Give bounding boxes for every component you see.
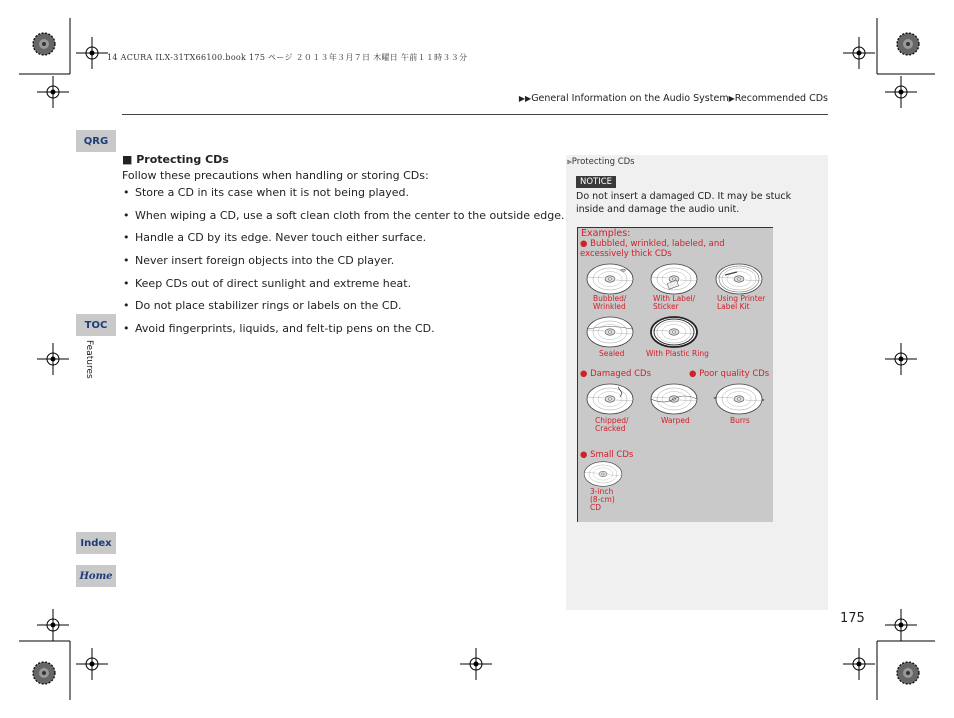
caption-small: 3-inch (8-cm) CD [590, 487, 615, 513]
list-item [122, 208, 565, 223]
caption-burrs: Burrs [730, 416, 750, 425]
cd-warped-icon [651, 384, 697, 414]
notice-text: Do not insert a damaged CD. It may be stuck inside and damage the audio unit. [576, 191, 792, 215]
list-item-text: Avoid fingerprints, liquids, and felt-tip pens on the CD. [135, 322, 435, 336]
print-header: 14 ACURA ILX-31TX66100.book 175 ページ ２０１３年３月７日 木曜日 午前１１時３３分 [107, 53, 468, 62]
caption-printer: Using Printer Label Kit [717, 294, 766, 312]
bullet: • [123, 254, 130, 268]
list-item-text: Store a CD in its case when it is not being played. [135, 186, 410, 199]
caption-label: With Label/ Sticker [653, 294, 696, 312]
sidebar-marker: ⪢ [567, 157, 572, 167]
group-label: Damaged CDs [590, 369, 651, 379]
precaution-list [122, 185, 565, 336]
list-item [122, 185, 552, 200]
list-item [122, 230, 552, 245]
list-item-text: Handle a CD by its edge. Never touch either surface. [135, 231, 427, 245]
examples-title: Examples: [581, 228, 631, 239]
bullet: • [123, 299, 130, 313]
breadcrumb-separator: ▶ [728, 94, 735, 103]
cd-bubbled-icon [587, 264, 633, 294]
header-rule [122, 114, 828, 115]
bullet: ● [689, 369, 697, 379]
group-label: Small CDs [590, 450, 634, 460]
group-label: Poor quality CDs [699, 369, 770, 379]
cd-sealed-icon [587, 317, 633, 347]
cd-burrs-icon [714, 384, 764, 414]
breadcrumb-page[interactable]: Recommended CDs [734, 93, 828, 104]
page-number: 175 [840, 611, 865, 626]
bullet: • [123, 186, 130, 199]
sidebar-title-text: Protecting CDs [571, 157, 635, 167]
sidebar-title [567, 157, 635, 167]
breadcrumb-section[interactable]: General Information on the Audio System [531, 93, 729, 104]
section-title: Protecting CDs [136, 153, 229, 166]
toc-button[interactable]: TOC [76, 314, 116, 336]
cd-chipped-icon [587, 384, 633, 414]
list-item [122, 253, 552, 268]
bullet: • [123, 322, 130, 336]
list-item [122, 276, 552, 291]
caption-bubbled: Bubbled/ Wrinkled [593, 294, 627, 312]
bullet: • [123, 276, 130, 290]
chapter-label: Features [84, 340, 94, 379]
qrg-button[interactable]: QRG [76, 130, 116, 152]
bullet: • [123, 208, 130, 222]
cd-small-icon [584, 462, 622, 487]
bullet: ● [580, 239, 588, 249]
home-button[interactable]: Home [76, 565, 116, 587]
list-item-text: Do not place stabilizer rings or labels on the CD. [135, 299, 402, 313]
list-item-text: When wiping a CD, use a soft clean cloth from the center to the outside edge. [135, 208, 565, 222]
caption-chipped: Chipped/ Cracked [595, 416, 629, 434]
caption-ring: With Plastic Ring [646, 349, 709, 358]
list-item [122, 298, 552, 313]
cd-printer-label-icon [716, 264, 762, 294]
main-content [122, 152, 565, 344]
index-button[interactable]: Index [76, 532, 116, 554]
section-heading [122, 152, 552, 167]
breadcrumb-arrows: ▶▶ [518, 94, 532, 103]
group-small [580, 451, 633, 461]
cd-label-icon [651, 264, 697, 294]
group-poor [689, 370, 769, 380]
notice-badge: NOTICE [576, 176, 616, 188]
cd-ring-icon [651, 317, 697, 347]
group-label: Bubbled, wrinkled, labeled, and excessively thick CDs [580, 239, 725, 259]
bullet: ● [580, 450, 588, 460]
list-item-text: Never insert foreign objects into the CD player. [135, 254, 395, 268]
section-intro: Follow these precautions when handling or storing CDs: [122, 169, 429, 182]
list-item [122, 321, 552, 336]
caption-warped: Warped [661, 416, 690, 425]
group-damaged [580, 370, 651, 380]
caption-sealed: Sealed [599, 349, 625, 358]
heading-marker: ■ [122, 153, 133, 166]
bullet: • [123, 231, 130, 245]
list-item-text: Keep CDs out of direct sunlight and extreme heat. [135, 276, 412, 290]
bullet: ● [580, 369, 588, 379]
breadcrumb [519, 93, 828, 104]
